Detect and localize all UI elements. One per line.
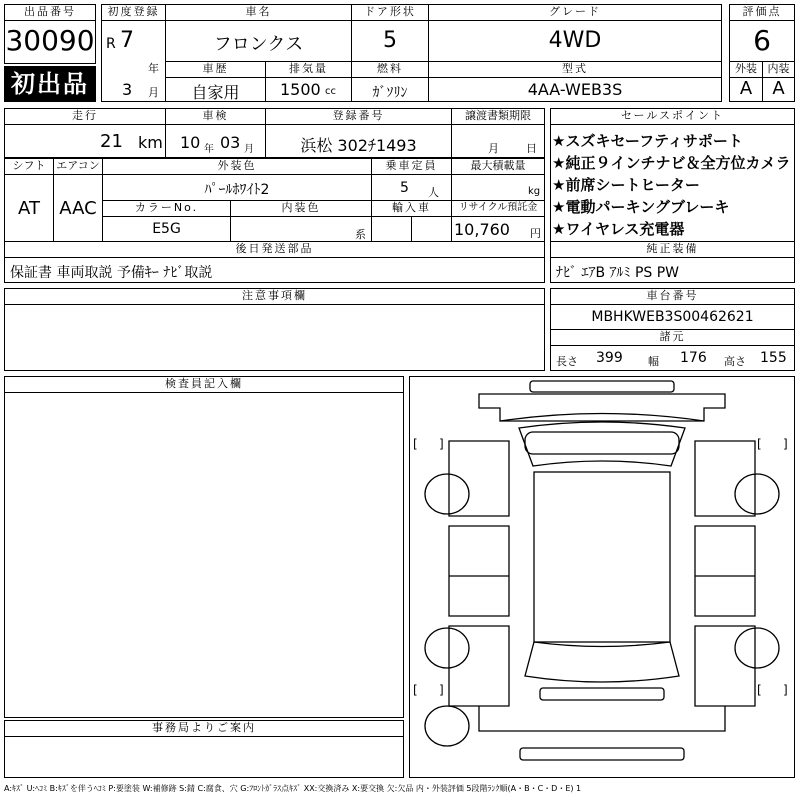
genuine-equipment-header: 純正装備 xyxy=(550,241,795,258)
height-label: 高さ xyxy=(724,355,746,368)
exterior-grade-header: 外装 xyxy=(729,61,763,78)
import-header: 輸入車 xyxy=(371,200,452,217)
fuel-value: ｶﾞｿﾘﾝ xyxy=(372,85,408,101)
chassis-number: MBHKWEB3S00462621 xyxy=(591,309,754,325)
history-header: 車歴 xyxy=(165,61,266,78)
svg-text:]: ] xyxy=(783,437,788,451)
era-label: R xyxy=(106,36,116,52)
displacement-unit: cc xyxy=(325,86,336,97)
displacement-value: 1500 xyxy=(280,80,321,99)
registration-month: 3 xyxy=(122,80,133,99)
sales-point-2: ★純正９インチナビ＆全方位カメラ xyxy=(552,154,791,172)
grade-header: グレード xyxy=(428,4,722,21)
chassis-header: 車台番号 xyxy=(550,288,795,305)
year-unit: 年 xyxy=(148,62,159,75)
shift-header: シフト xyxy=(4,158,54,175)
mileage-header: 走行 xyxy=(4,108,166,125)
width-value: 176 xyxy=(680,350,707,366)
transfer-day-unit: 日 xyxy=(526,142,537,155)
model-type-value: 4AA-WEB3S xyxy=(527,80,623,99)
svg-text:[: [ xyxy=(757,683,762,697)
length-label: 長さ xyxy=(556,355,578,368)
genuine-equipment-value: ﾅﾋﾞ ｴｱB ｱﾙﾐ PS PW xyxy=(556,265,680,281)
recycle-header: リサイクル預託金 xyxy=(451,200,545,217)
inspector-area xyxy=(4,392,404,718)
shift-value: AT xyxy=(18,198,40,219)
svg-text:[: [ xyxy=(413,683,418,697)
inspection-month-unit: 月 xyxy=(244,144,254,155)
lot-number-header: 出品番号 xyxy=(4,4,96,21)
aircon-header: エアコン xyxy=(53,158,103,175)
color-number-value: E5G xyxy=(152,221,181,237)
damage-code-legend: A:ｷｽﾞ U:ﾍｺﾐ B:ｷｽﾞを伴うﾍｺﾐ P:要塗装 W:補修跡 S:錆 C:腐食、穴 G:ﾌﾛﾝﾄｶﾞﾗｽ点ｷｽﾞ XX:交換済み X:要交換 欠:欠品 内・外装評価 5段階ﾗﾝｸ順(A・B・C・D・E) 1 xyxy=(4,784,582,793)
displacement-header: 排気量 xyxy=(265,61,352,78)
exterior-grade: A xyxy=(739,78,753,99)
door-value: 5 xyxy=(383,28,397,53)
mileage-unit: km xyxy=(138,133,163,152)
sales-point-5: ★ワイヤレス充電器 xyxy=(552,220,685,238)
svg-text:[: [ xyxy=(413,437,418,451)
door-header: ドア形状 xyxy=(351,4,429,21)
later-parts-value: 保証書 車両取説 予備ｷｰ ﾅﾋﾞ取説 xyxy=(10,265,213,281)
sales-point-1: ★スズキセーフティサポート xyxy=(552,132,743,150)
mileage-value: 21 xyxy=(100,131,123,152)
car-diagram xyxy=(409,376,795,778)
registration-year: 7 xyxy=(120,28,134,53)
svg-text:]: ] xyxy=(439,437,444,451)
later-parts-header: 後日発送部品 xyxy=(4,241,545,258)
transfer-deadline-header: 譲渡書類期限 xyxy=(451,108,545,125)
fuel-header: 燃料 xyxy=(351,61,429,78)
grade-value: 4WD xyxy=(548,28,602,53)
lot-number: 30090 xyxy=(5,24,95,57)
inspector-header: 検査員記入欄 xyxy=(4,376,404,393)
car-name-header: 車名 xyxy=(165,4,352,21)
office-area xyxy=(4,736,404,778)
sales-point-4: ★電動パーキングブレーキ xyxy=(552,198,730,216)
dimensions-cell xyxy=(550,345,795,371)
inspection-header: 車検 xyxy=(165,108,266,125)
notes-area xyxy=(4,304,545,371)
score-value: 6 xyxy=(753,24,771,57)
inspection-year: 10 xyxy=(180,133,201,152)
exterior-color-header: 外装色 xyxy=(102,158,372,175)
capacity-value: 5 xyxy=(400,180,409,196)
length-value: 399 xyxy=(596,350,623,366)
inspection-month: 03 xyxy=(220,133,241,152)
capacity-header: 乗車定員 xyxy=(371,158,452,175)
capacity-cell xyxy=(371,174,452,201)
car-name: フロンクス xyxy=(213,34,304,55)
color-number-header: カラーNo. xyxy=(102,200,231,217)
notes-header: 注意事項欄 xyxy=(4,288,545,305)
model-type-header: 型式 xyxy=(428,61,722,78)
first-listing-badge: 初出品 xyxy=(4,66,96,102)
exterior-color-value: ﾊﾟｰﾙﾎﾜｲﾄ2 xyxy=(204,182,270,198)
import-divider xyxy=(411,216,412,242)
width-label: 幅 xyxy=(648,355,659,368)
svg-text:]: ] xyxy=(439,683,444,697)
height-value: 155 xyxy=(760,350,787,366)
interior-grade: A xyxy=(772,78,785,99)
transfer-month-unit: 月 xyxy=(488,142,499,155)
recycle-value: 10,760 xyxy=(454,220,510,239)
aircon-value: AAC xyxy=(59,198,97,219)
inspection-year-unit: 年 xyxy=(204,144,214,155)
max-load-header: 最大積載量 xyxy=(451,158,545,175)
interior-grade-header: 内装 xyxy=(762,61,795,78)
history-value: 自家用 xyxy=(191,83,240,102)
month-unit: 月 xyxy=(148,86,159,99)
office-header: 事務局よりご案内 xyxy=(4,720,404,737)
sales-point-3: ★前席シートヒーター xyxy=(552,176,700,194)
registration-number: 浜松 302ﾁ1493 xyxy=(300,136,417,155)
registration-number-header: 登録番号 xyxy=(265,108,452,125)
dimensions-header: 諸元 xyxy=(550,329,795,346)
max-load-unit: kg xyxy=(528,186,541,197)
interior-color-unit: 系 xyxy=(355,228,366,241)
capacity-unit: 人 xyxy=(428,186,439,199)
first-registration-header: 初度登録 xyxy=(101,4,166,21)
sales-points-header: セールスポイント xyxy=(550,108,795,125)
score-header: 評価点 xyxy=(729,4,795,21)
recycle-unit: 円 xyxy=(530,227,541,240)
interior-color-cell xyxy=(230,216,372,242)
interior-color-header: 内装色 xyxy=(230,200,372,217)
svg-text:[: [ xyxy=(757,437,762,451)
svg-text:]: ] xyxy=(783,683,788,697)
